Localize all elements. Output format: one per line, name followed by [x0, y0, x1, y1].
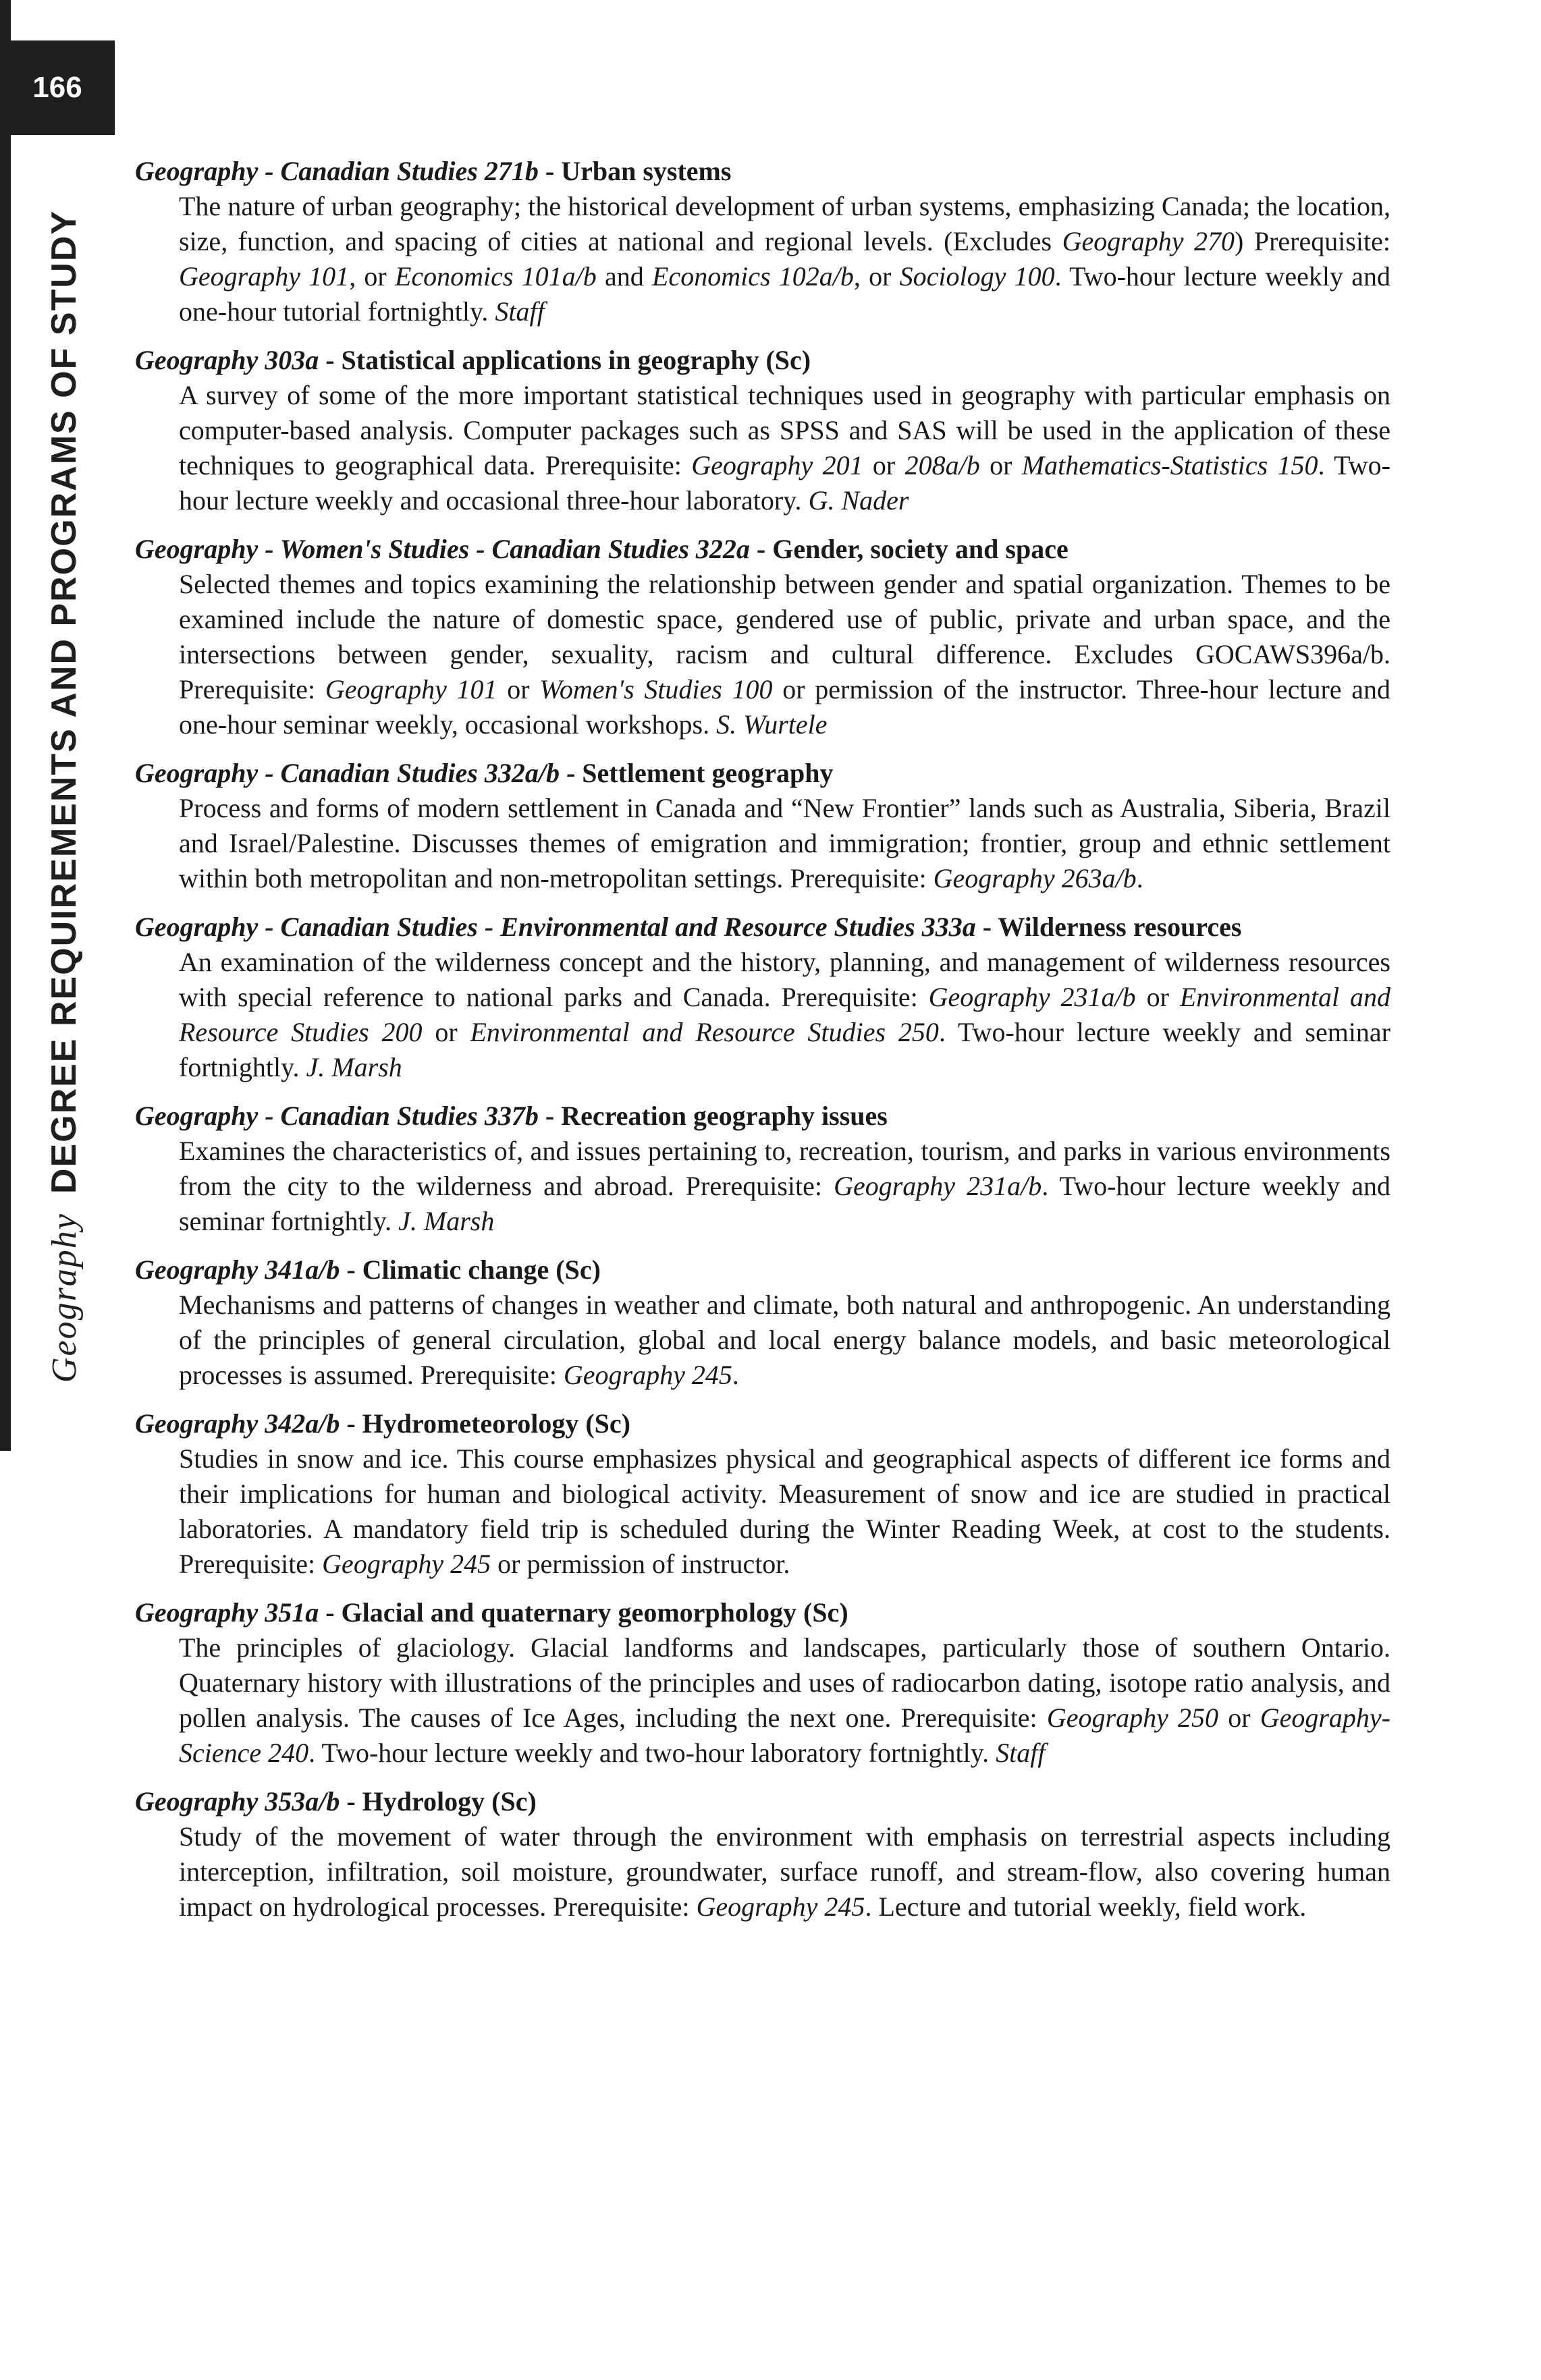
description-text: . Two-hour lecture weekly and two-hour laboratory fortnightly. — [308, 1738, 996, 1768]
course-reference: Geography 250 — [1046, 1703, 1219, 1733]
course-title: - Climatic change (Sc) — [340, 1254, 601, 1285]
course-reference: J. Marsh — [306, 1052, 402, 1082]
course-reference: Geography 270 — [1062, 226, 1235, 256]
description-text: Selected themes and topics examining the relationship between gender and spatial organization. Themes to be examined include the nature of domestic space, gendered use of public, private and urban space, and the intersections between gender, sexuality, racism and cultural difference. Excludes GOCAWS396a/b. Prerequisite: — [179, 569, 1390, 704]
course-heading — [135, 1406, 1390, 1441]
description-text: ) Prerequisite: — [1235, 226, 1390, 256]
description-text: Examines the characteristics of, and issues pertaining to, recreation, tourism, and parks in various environments from the city to the wilderness and abroad. Prerequisite: — [179, 1136, 1390, 1201]
course-description — [135, 791, 1390, 896]
description-text: . — [1136, 863, 1143, 893]
course-reference: Women's Studies 100 — [539, 674, 773, 704]
course-entry — [135, 154, 1390, 329]
course-reference: Environmental and Resource Studies 250 — [470, 1017, 939, 1047]
description-text: , or — [853, 261, 900, 292]
course-title: - Glacial and quaternary geomorphology (Sc) — [319, 1597, 848, 1628]
course-reference: Geography 231a/b — [834, 1171, 1042, 1201]
course-description — [135, 378, 1390, 518]
description-text: . Two-hour lecture weekly and seminar fortnightly. — [179, 1017, 1391, 1082]
course-reference: Economics 102a/b — [652, 261, 854, 292]
course-reference: Geography 245 — [563, 1360, 732, 1390]
course-title: - Urban systems — [538, 156, 732, 186]
description-text: or — [1135, 982, 1180, 1012]
course-reference: Geography 263a/b — [933, 863, 1137, 893]
course-reference: J. Marsh — [398, 1206, 495, 1236]
course-title: - Wilderness resources — [975, 912, 1242, 942]
course-reference: Geography-Science 240 — [179, 1703, 1390, 1768]
course-code: Geography - Canadian Studies 332a/b — [135, 758, 560, 788]
course-reference: Geography 101 — [179, 261, 350, 292]
course-entry — [135, 910, 1390, 1085]
course-reference: Staff — [495, 296, 545, 327]
side-header-section: DEGREE REQUIREMENTS AND PROGRAMS OF STUDY — [45, 209, 84, 1194]
description-text: or permission of the instructor. Three-hour lecture and one-hour seminar weekly, occasional workshops. — [179, 674, 1390, 740]
course-title: - Statistical applications in geography (Sc) — [319, 345, 811, 375]
side-header-subject: Geography — [45, 1213, 84, 1383]
course-title: - Gender, society and space — [749, 534, 1069, 564]
course-heading — [135, 1595, 1390, 1630]
description-text: or — [979, 450, 1022, 480]
course-heading — [135, 532, 1390, 567]
course-code: Geography 341a/b — [135, 1254, 340, 1285]
course-title: - Recreation geography issues — [538, 1101, 888, 1131]
course-description — [135, 1819, 1390, 1925]
course-entry — [135, 1406, 1390, 1582]
description-text: A survey of some of the more important statistical techniques used in geography with particular emphasis on computer-based analysis. Computer packages such as SPSS and SAS will be used in the application of these techniques to geographical data. Prerequisite: — [179, 380, 1390, 480]
course-description — [135, 189, 1390, 329]
course-description — [135, 1630, 1390, 1771]
description-text: or — [497, 674, 540, 704]
course-heading — [135, 1252, 1390, 1288]
description-text: Process and forms of modern settlement in Canada and “New Frontier” lands such as Australia, Siberia, Brazil and Israel/Palestine. Discusses themes of emigration and immigration; frontier, group and ethnic settlement within both metropolitan and non-metropolitan settings. Prerequisite: — [179, 793, 1390, 893]
course-code: Geography - Canadian Studies - Environmental and Resource Studies 333a — [135, 912, 976, 942]
course-reference: Geography 245 — [696, 1891, 865, 1922]
page-number: 166 — [0, 40, 115, 135]
course-heading — [135, 1784, 1390, 1819]
course-reference: Environmental and Resource Studies 200 — [179, 982, 1390, 1047]
course-reference: Geography 201 — [691, 450, 863, 480]
side-band — [0, 0, 11, 1451]
course-description — [135, 1134, 1390, 1239]
description-text: and — [596, 261, 652, 292]
course-description — [135, 567, 1390, 742]
description-text: Mechanisms and patterns of changes in weather and climate, both natural and anthropogenic. An understanding of the principles of general circulation, global and local energy balance models, and basic meteorological processes is assumed. Prerequisite: — [179, 1290, 1390, 1390]
course-title: - Hydrology (Sc) — [340, 1786, 537, 1817]
description-text: . Lecture and tutorial weekly, field work. — [865, 1891, 1307, 1922]
course-list — [135, 154, 1390, 1938]
course-title: - Hydrometeorology (Sc) — [340, 1408, 630, 1439]
description-text: . Two-hour lecture weekly and one-hour tutorial fortnightly. — [179, 261, 1390, 327]
course-heading — [135, 910, 1390, 945]
description-text: Study of the movement of water through the environment with emphasis on terrestrial aspects including interception, infiltration, soil moisture, groundwater, surface runoff, and stream-flow, also covering human impact on hydrological processes. Prerequisite: — [179, 1821, 1390, 1922]
description-text: . Two-hour lecture weekly and seminar fortnightly. — [179, 1171, 1391, 1236]
course-heading — [135, 343, 1390, 378]
course-code: Geography 303a — [135, 345, 319, 375]
description-text: The nature of urban geography; the historical development of urban systems, emphasizing Canada; the location, size, function, and spacing of cities at national and regional levels. (Excludes — [179, 191, 1390, 256]
description-text: . — [732, 1360, 739, 1390]
course-entry — [135, 1099, 1390, 1239]
course-reference: 208a/b — [904, 450, 980, 480]
course-entry — [135, 756, 1390, 896]
side-header-text — [44, 210, 84, 1383]
course-entry — [135, 1252, 1390, 1393]
description-text: or — [1218, 1703, 1260, 1733]
course-entry — [135, 343, 1390, 518]
course-reference: Geography 101 — [325, 674, 497, 704]
course-reference: Sociology 100 — [899, 261, 1055, 292]
course-entry — [135, 1784, 1390, 1925]
course-code: Geography 353a/b — [135, 1786, 340, 1817]
course-reference: G. Nader — [808, 485, 909, 516]
course-title: - Settlement geography — [559, 758, 834, 788]
course-heading — [135, 154, 1390, 189]
course-reference: Geography 245 — [322, 1549, 491, 1579]
description-text: or permission of instructor. — [491, 1549, 790, 1579]
course-entry — [135, 532, 1390, 742]
course-description — [135, 1441, 1390, 1582]
course-description — [135, 1288, 1390, 1393]
course-reference: Economics 101a/b — [394, 261, 597, 292]
description-text: Studies in snow and ice. This course emphasizes physical and geographical aspects of different ice forms and their implications for human and biological activity. Measurement of snow and ice are studied in practical laboratories. A mandatory field trip is scheduled during the Winter Reading Week, at cost to the students. Prerequisite: — [179, 1443, 1390, 1579]
course-heading — [135, 1099, 1390, 1134]
description-text: The principles of glaciology. Glacial landforms and landscapes, particularly those of southern Ontario. Quaternary history with illustrations of the principles and uses of radiocarbon dating, isotope ratio analysis, and pollen analysis. The causes of Ice Ages, including the next one. Prerequisite: — [179, 1632, 1390, 1733]
course-code: Geography 351a — [135, 1597, 319, 1628]
course-code: Geography - Women's Studies - Canadian Studies 322a — [135, 534, 750, 564]
course-reference: Staff — [996, 1738, 1046, 1768]
course-entry — [135, 1595, 1390, 1771]
description-text: or — [863, 450, 905, 480]
course-code: Geography 342a/b — [135, 1408, 340, 1439]
description-text: or — [422, 1017, 470, 1047]
course-code: Geography - Canadian Studies 271b — [135, 156, 539, 186]
course-reference: Geography 231a/b — [928, 982, 1136, 1012]
description-text: An examination of the wilderness concept and the history, planning, and management of wilderness resources with special reference to national parks and Canada. Prerequisite: — [179, 947, 1390, 1012]
course-description — [135, 945, 1390, 1085]
course-reference: S. Wurtele — [716, 709, 828, 740]
course-reference: Mathematics-Statistics 150 — [1021, 450, 1318, 480]
description-text: . Two-hour lecture weekly and occasional three-hour laboratory. — [179, 450, 1390, 516]
course-code: Geography - Canadian Studies 337b — [135, 1101, 539, 1131]
description-text: , or — [349, 261, 395, 292]
course-heading — [135, 756, 1390, 791]
